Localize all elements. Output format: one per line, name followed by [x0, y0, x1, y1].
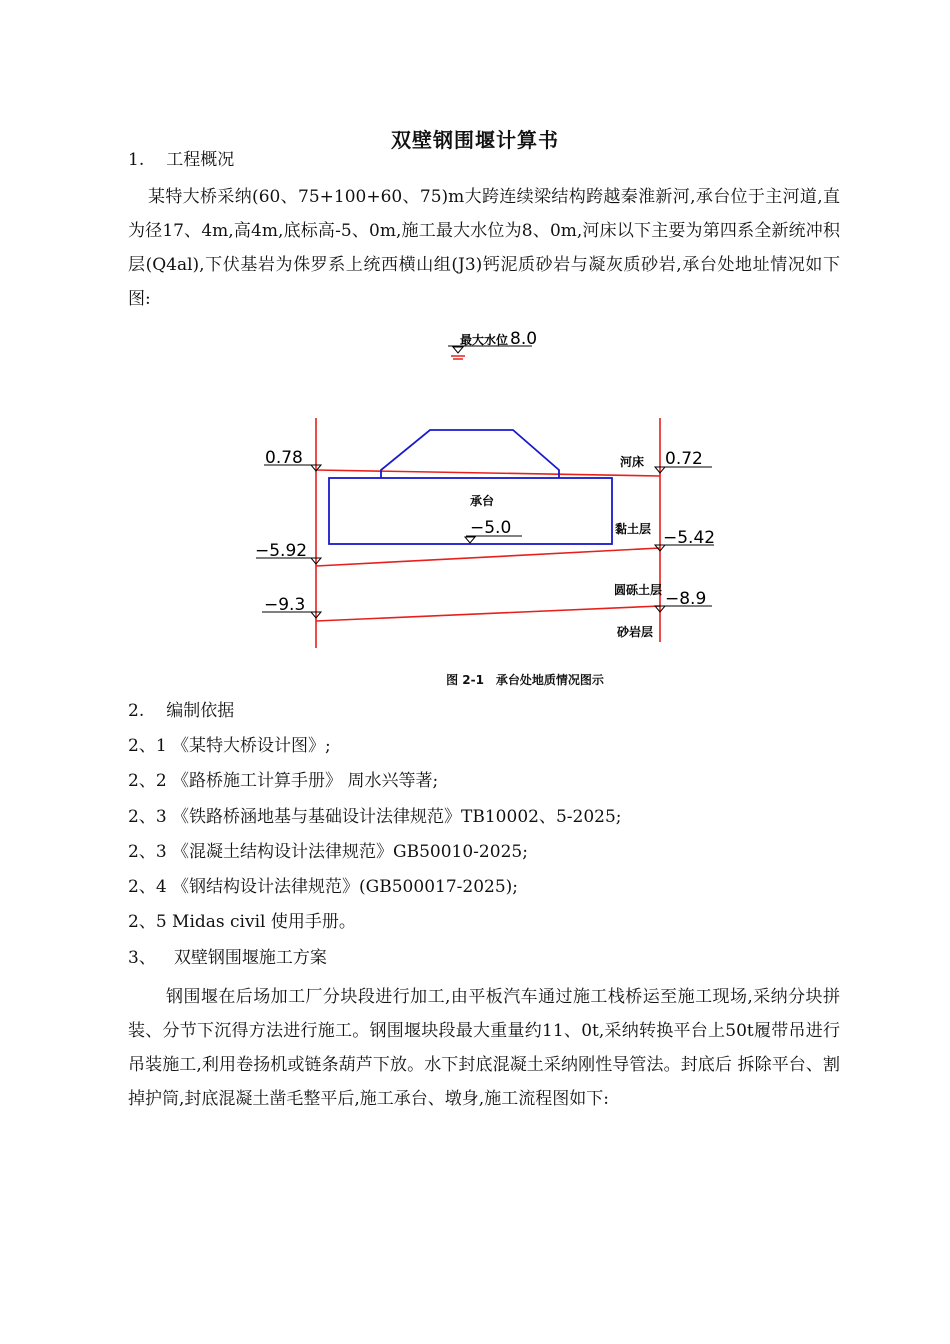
- sandstone-layer-label: 砂岩层: [617, 625, 654, 639]
- figure-caption: 图 2-1 承台处地质情况图示: [446, 673, 604, 687]
- overview-paragraph: 某特大桥采纳(60、75+100+60、75)m大跨连续梁结构跨越秦淮新河,承台位于主河道,直为径17、4m,高4m,底标高-5、0m,施工最大水位为8、0m,河床以下主要为第四系全新统冲积层(Q4al),下伏基岩为侏罗系上统西横山组(J3)钙泥质砂岩与凝灰质砂岩,承台处地址情况如下图:: [128, 187, 840, 309]
- section-3-heading: [128, 950, 327, 967]
- section-2-number: 2.: [128, 701, 145, 721]
- document-title: 双壁钢围堰计算书: [391, 128, 559, 152]
- reference-item: 2、4 《钢结构设计法律规范》(GB500017-2025);: [128, 877, 519, 897]
- riverbed-label: 河床: [620, 455, 645, 469]
- section-2-title: 编制依据: [166, 701, 235, 721]
- max-water-label: 最大水位: [460, 333, 509, 347]
- section-3-title: 双壁钢围堰施工方案: [173, 948, 327, 968]
- clay-bottom-line: [316, 548, 660, 566]
- clay-layer-label: 黏土层: [615, 522, 652, 536]
- section-2-heading: [128, 703, 234, 720]
- left-elevation-clay-bottom: −5.92: [255, 541, 308, 561]
- reference-item: 2、3 《混凝土结构设计法律规范》GB50010-2025;: [128, 842, 528, 862]
- reference-item: 2、2 《路桥施工计算手册》 周水兴等著;: [128, 771, 439, 791]
- left-elevation-riverbed: 0.78: [265, 448, 303, 468]
- riverbed-line: [316, 470, 660, 476]
- reference-item: 2、3 《铁路桥涵地基与基础设计法律规范》TB10002、5-2025;: [128, 807, 622, 827]
- max-water-value: 8.0: [510, 329, 538, 349]
- section-1-title: 工程概况: [166, 150, 235, 170]
- cap-bottom-elevation: −5.0: [470, 518, 512, 538]
- pile-cap-label: 承台: [470, 494, 495, 508]
- reference-item: 2、1 《某特大桥设计图》;: [128, 736, 331, 756]
- gravel-layer-label: 圆砾土层: [614, 583, 663, 597]
- right-elevation-riverbed: 0.72: [665, 449, 703, 469]
- right-elevation-clay-bottom: −5.42: [663, 528, 716, 548]
- gravel-bottom-line: [316, 606, 660, 621]
- reference-item: 2、5 Midas civil 使用手册。: [128, 912, 356, 932]
- left-elevation-gravel-bottom: −9.3: [264, 595, 306, 615]
- right-elevation-gravel-bottom: −8.9: [665, 589, 707, 609]
- plan-paragraph: 钢围堰在后场加工厂分块段进行加工,由平板汽车通过施工栈桥运至施工现场,采纳分块拼装、分节下沉得方法进行施工。钢围堰块段最大重量约11、0t,采纳转换平台上50t履带吊进行吊装施工,利用卷扬机或链条葫芦下放。水下封底混凝土采纳刚性导管法。封底后 拆除平台、割掉护筒,封底混凝土凿毛整平后,施工承台、墩身,施工流程图如下:: [128, 987, 840, 1109]
- section-1-number: 1.: [128, 150, 145, 170]
- section-3-number: 3、: [128, 948, 156, 968]
